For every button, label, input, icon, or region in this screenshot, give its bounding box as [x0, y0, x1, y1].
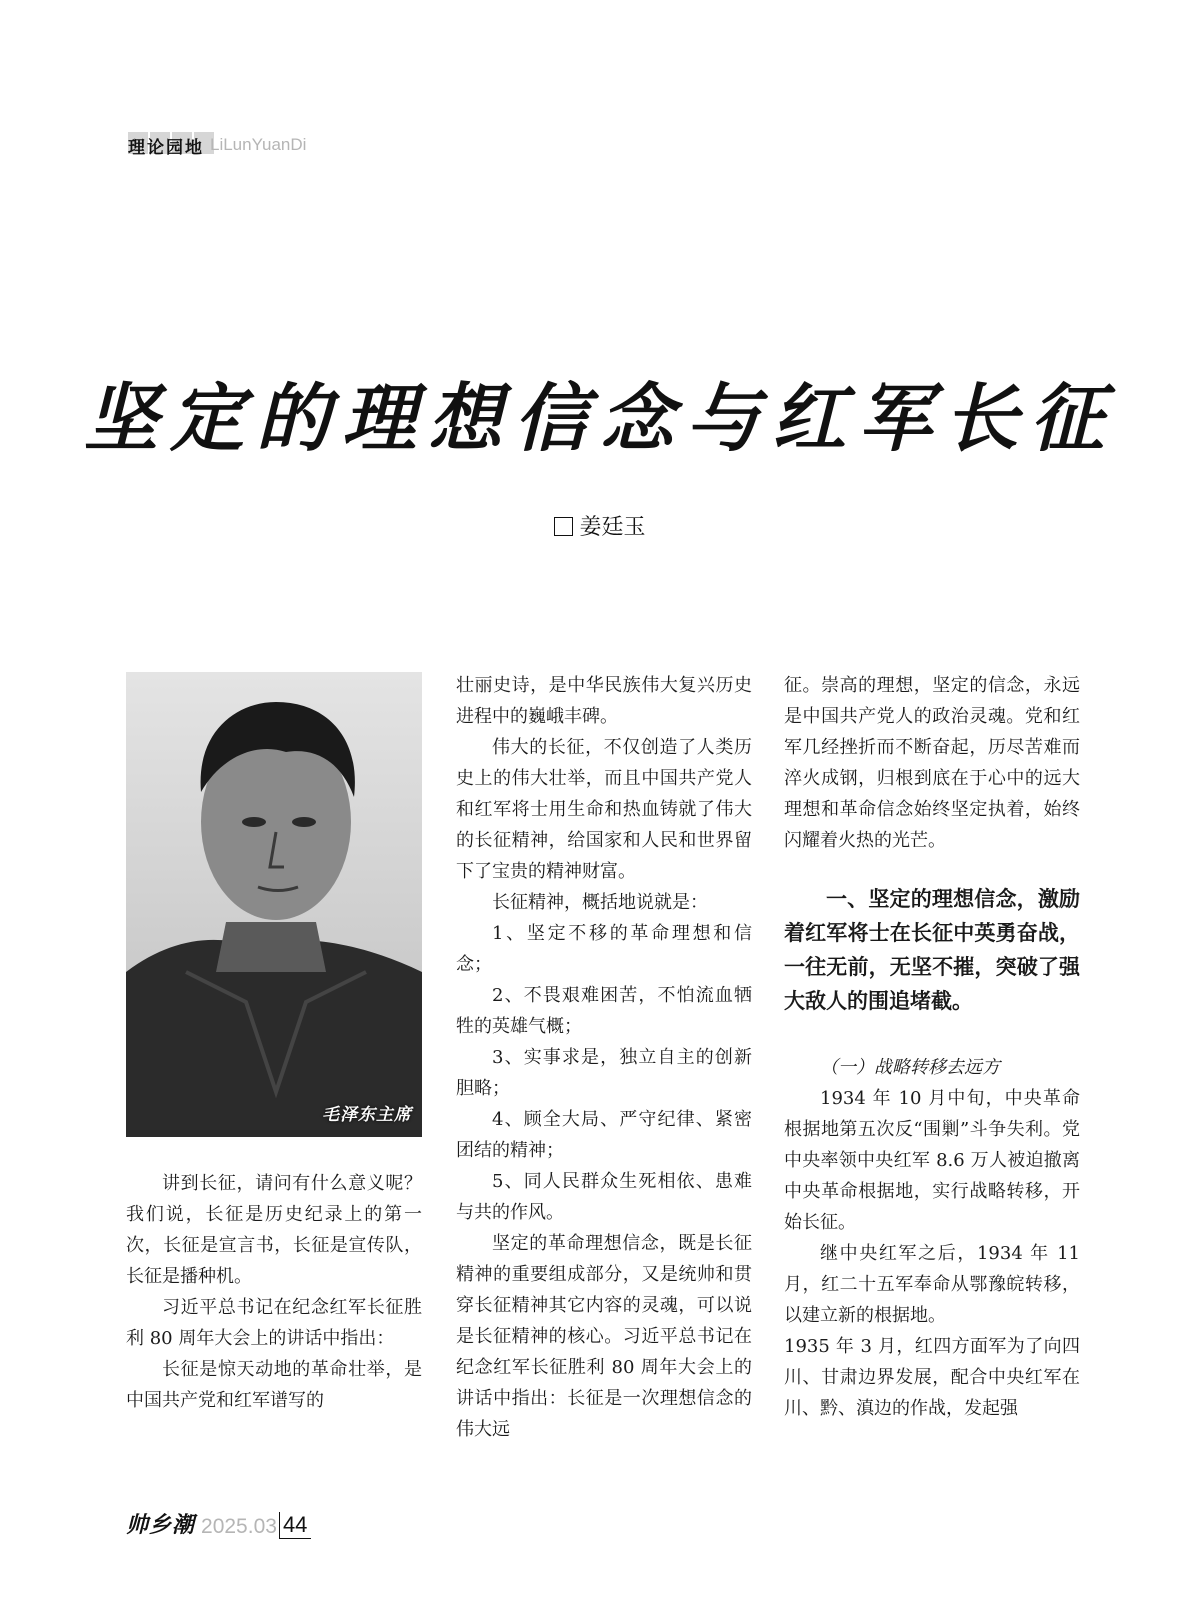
section-header [128, 130, 306, 160]
list-item: 2、不畏艰难困苦，不怕流血牺牲的英雄气概； [456, 985, 752, 1037]
paragraph: 习近平总书记在纪念红军长征胜利 80 周年大会上的讲话中指出： [126, 1297, 422, 1349]
subsection-heading: （一）战略转移去远方 [820, 1057, 1000, 1078]
column-1 [126, 1168, 422, 1416]
author-line [0, 510, 1200, 541]
portrait-photo [126, 672, 422, 1137]
list-item: 3、实事求是，独立自主的创新胆略； [456, 1047, 752, 1099]
paragraph: 征。崇高的理想，坚定的信念，永远是中国共产党人的政治灵魂。党和红军几经挫折而不断奋起，历尽苦难而淬火成钢，归根到底在于心中的远大理想和革命信念始终坚定执着，始终闪耀着火热的光芒。 [784, 675, 1080, 851]
portrait-figure [126, 672, 422, 1137]
column-3 [784, 670, 1080, 1424]
paragraph: 1934 年 10 月中旬，中央革命根据地第五次反“围剿”斗争失利。党中央率领中央红军 8.6 万人被迫撤离中央革命根据地，实行战略转移，开始长征。 [784, 1088, 1080, 1233]
author-box-icon [554, 517, 573, 536]
list-item: 4、顾全大局、严守纪律、紧密团结的精神； [456, 1109, 752, 1161]
page-number: 44 [279, 1512, 311, 1539]
paragraph: 长征是惊天动地的革命壮举，是中国共产党和红军谱写的 [126, 1359, 422, 1411]
magazine-name: 帅乡潮 [126, 1512, 196, 1538]
section-heading: 一、坚定的理想信念，激励着红军将士在长征中英勇奋战，一往无前，无坚不摧，突破了强大敌人的围追堵截。 [784, 887, 1080, 1013]
paragraph: 壮丽史诗，是中华民族伟大复兴历史进程中的巍峨丰碑。 [456, 675, 752, 727]
section-name-en: LiLunYuanDi [210, 135, 307, 154]
page-footer [126, 1507, 311, 1539]
paragraph: 讲到长征，请问有什么意义呢？我们说，长征是历史纪录上的第一次，长征是宣言书，长征是宣传队，长征是播种机。 [126, 1173, 422, 1287]
issue-number: 2025.03 [201, 1515, 277, 1538]
list-item: 1、坚定不移的革命理想和信念； [456, 923, 752, 975]
paragraph: 坚定的革命理想信念，既是长征精神的重要组成部分，又是统帅和贯穿长征精神其它内容的灵魂，可以说是长征精神的核心。习近平总书记在纪念红军长征胜利 80 周年大会上的讲话中指出：长征是一次理想信念的伟大远 [456, 1233, 752, 1440]
paragraph: 继中央红军之后，1934 年 11 月，红二十五军奉命从鄂豫皖转移，以建立新的根据地。 [784, 1243, 1080, 1326]
author-name: 姜廷玉 [579, 515, 646, 540]
article-title: 坚定的理想信念与红军长征 [84, 376, 1116, 462]
paragraph: 1935 年 3 月，红四方面军为了向四川、甘肃边界发展，配合中央红军在川、黔、滇边的作战，发起强 [784, 1336, 1080, 1419]
section-name-cn: 理论园地 [128, 137, 204, 158]
column-2 [456, 670, 752, 1445]
paragraph: 伟大的长征，不仅创造了人类历史上的伟大壮举，而且中国共产党人和红军将士用生命和热血铸就了伟大的长征精神，给国家和人民和世界留下了宝贵的精神财富。 [456, 737, 752, 882]
list-item: 5、同人民群众生死相依、患难与共的作风。 [456, 1171, 752, 1223]
paragraph: 长征精神，概括地说就是： [492, 892, 708, 913]
photo-caption: 毛泽东主席 [322, 1105, 412, 1125]
